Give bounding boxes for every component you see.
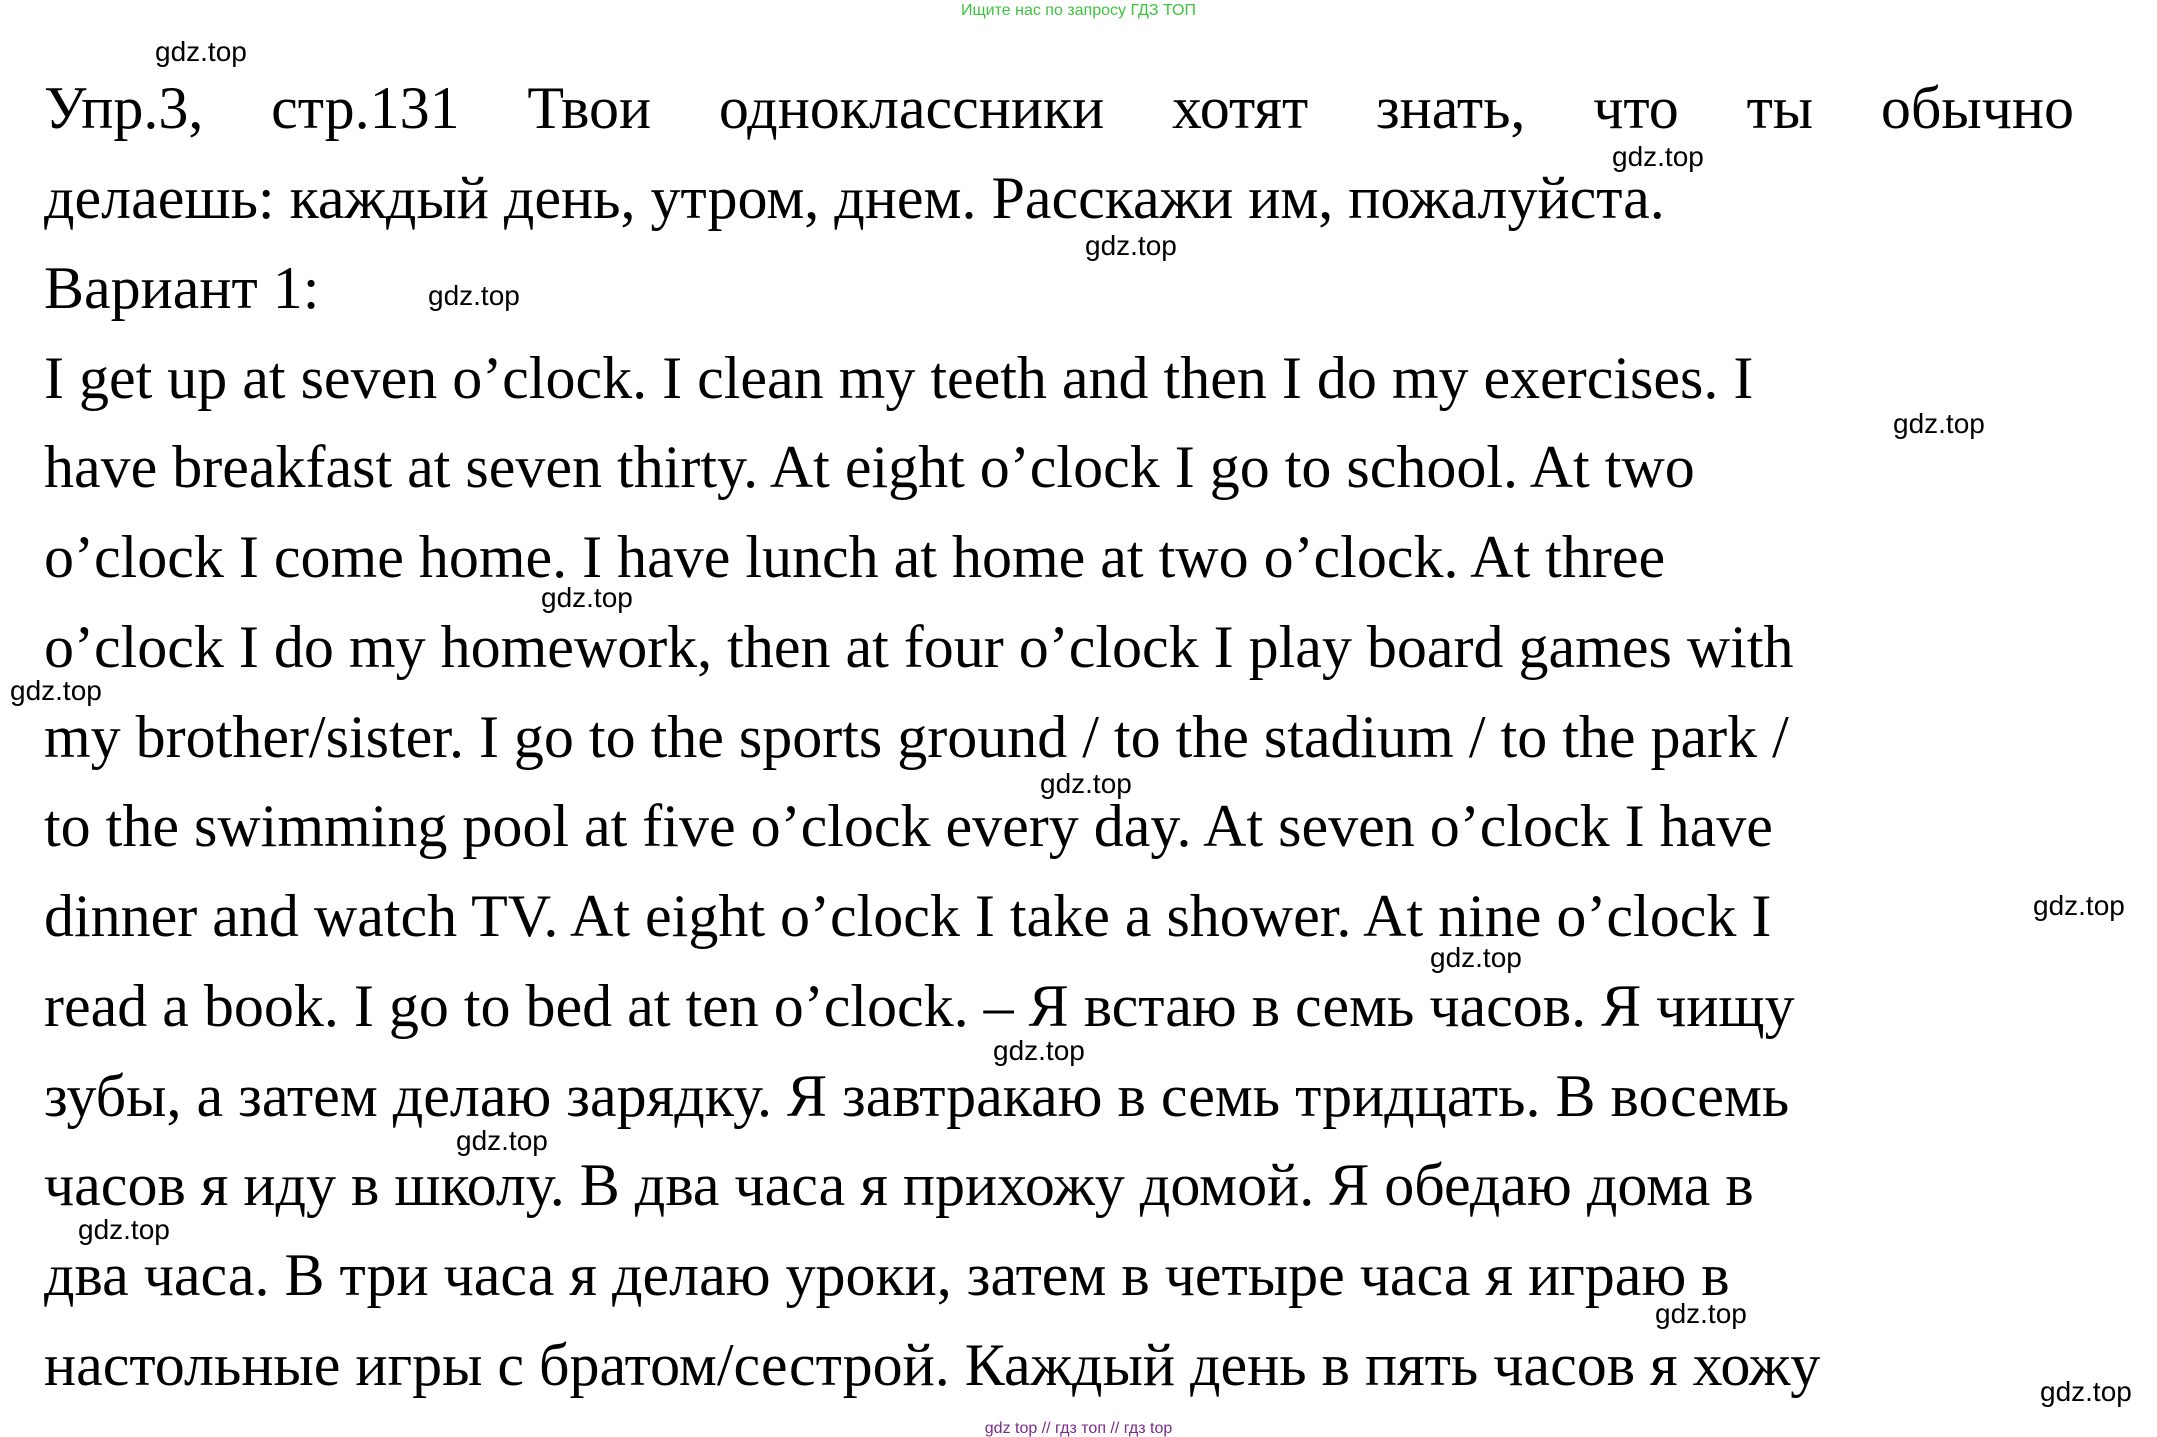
text-line-4: I get up at seven o’clock. I clean my teeth and then I do my exercises. I xyxy=(44,345,1754,411)
text-line-2: делаешь: каждый день, утром, днем. Расскажи им, пожалуйста. xyxy=(44,165,1665,231)
watermark: gdz.top xyxy=(1893,408,1985,439)
text-line-11: read a book. I go to bed at ten o’clock. – Я встаю в семь часов. Я чищу xyxy=(44,973,1795,1039)
watermark: gdz.top xyxy=(2040,1376,2132,1407)
text-line-6: o’clock I come home. I have lunch at home at two o’clock. At three xyxy=(44,524,1666,590)
watermark: gdz.top xyxy=(10,675,102,706)
text-line-12: зубы, а затем делаю зарядку. Я завтракаю в семь тридцать. В восемь xyxy=(44,1063,1790,1129)
top-banner: Ищите нас по запросу ГДЗ ТОП xyxy=(961,2,1196,19)
watermark: gdz.top xyxy=(1040,768,1132,799)
watermark: gdz.top xyxy=(1430,942,1522,973)
watermark: gdz.top xyxy=(78,1214,170,1245)
watermark: gdz.top xyxy=(1655,1298,1747,1329)
text-line-10: dinner and watch TV. At eight o’clock I take a shower. At nine o’clock I xyxy=(44,883,1772,949)
text-line-3: Вариант 1: xyxy=(44,255,320,321)
watermark: gdz.top xyxy=(428,280,520,311)
watermark: gdz.top xyxy=(1612,141,1704,172)
text-line-5: have breakfast at seven thirty. At eight o’clock I go to school. At two xyxy=(44,434,1695,500)
text-line-15: настольные игры с братом/сестрой. Каждый день в пять часов я хожу xyxy=(44,1332,1821,1398)
text-line-14: два часа. В три часа я делаю уроки, затем в четыре часа я играю в xyxy=(44,1242,1730,1308)
text-line-13: часов я иду в школу. В два часа я прихожу домой. Я обедаю дома в xyxy=(44,1152,1754,1218)
watermark: gdz.top xyxy=(1085,230,1177,261)
watermark: gdz.top xyxy=(541,582,633,613)
footer: gdz top // гдз топ // гдз top xyxy=(984,1420,1173,1437)
text-line-9: to the swimming pool at five o’clock every day. At seven o’clock I have xyxy=(44,793,1773,859)
watermark: gdz.top xyxy=(155,36,247,67)
watermark: gdz.top xyxy=(2033,890,2125,921)
watermark: gdz.top xyxy=(993,1035,1085,1066)
text-line-8: my brother/sister. I go to the sports ground / to the stadium / to the park / xyxy=(44,704,1789,770)
watermark: gdz.top xyxy=(456,1125,548,1156)
text-line-1: Упр.3, стр.131 Твои одноклассники хотят знать, что ты обычно xyxy=(44,75,2074,141)
text-line-7: o’clock I do my homework, then at four o’clock I play board games with xyxy=(44,614,1794,680)
